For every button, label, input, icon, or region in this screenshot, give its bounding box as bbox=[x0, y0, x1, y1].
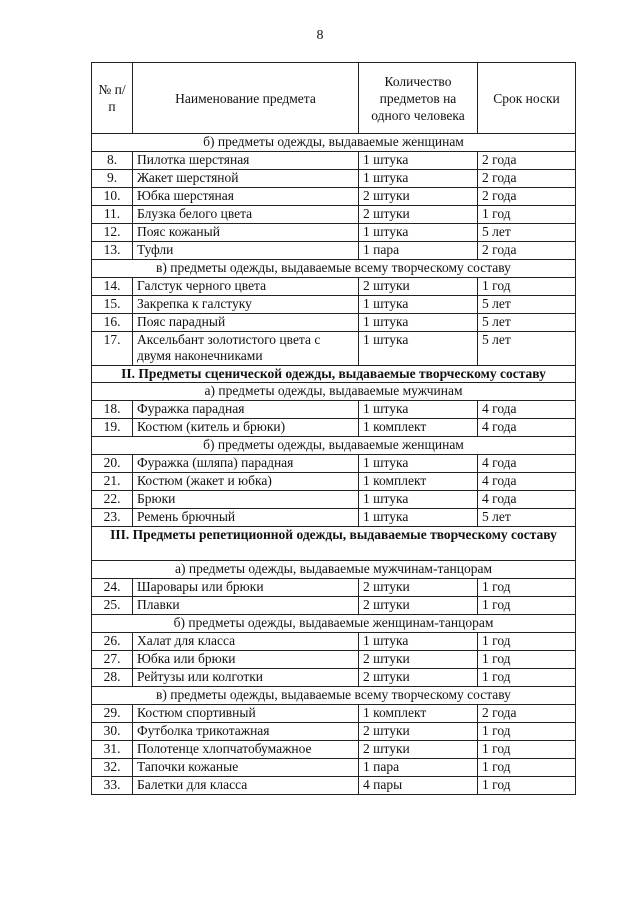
item-quantity: 1 комплект bbox=[359, 705, 478, 723]
table-row bbox=[92, 651, 576, 669]
item-wear-term: 1 год bbox=[478, 741, 576, 759]
item-number: 25. bbox=[92, 597, 133, 615]
item-name: Юбка или брюки bbox=[133, 651, 359, 669]
table-row bbox=[92, 206, 576, 224]
item-wear-term: 2 года bbox=[478, 242, 576, 260]
item-wear-term: 4 года bbox=[478, 473, 576, 491]
item-quantity: 1 штука bbox=[359, 633, 478, 651]
item-name: Балетки для класса bbox=[133, 777, 359, 795]
item-wear-term: 2 года bbox=[478, 705, 576, 723]
table-row bbox=[92, 705, 576, 723]
table-row bbox=[92, 188, 576, 206]
table-row bbox=[92, 401, 576, 419]
item-number: 10. bbox=[92, 188, 133, 206]
table-row bbox=[92, 473, 576, 491]
item-number: 16. bbox=[92, 314, 133, 332]
item-quantity: 2 штуки bbox=[359, 597, 478, 615]
item-wear-term: 5 лет bbox=[478, 332, 576, 366]
item-number: 27. bbox=[92, 651, 133, 669]
section-heading-row bbox=[92, 527, 576, 561]
item-number: 11. bbox=[92, 206, 133, 224]
item-name: Тапочки кожаные bbox=[133, 759, 359, 777]
item-name: Пояс кожаный bbox=[133, 224, 359, 242]
table-row bbox=[92, 759, 576, 777]
item-number: 33. bbox=[92, 777, 133, 795]
table-row bbox=[92, 170, 576, 188]
item-wear-term: 4 года bbox=[478, 455, 576, 473]
item-quantity: 2 штуки bbox=[359, 669, 478, 687]
table-header-row bbox=[92, 63, 576, 134]
table-row bbox=[92, 278, 576, 296]
item-wear-term: 4 года bbox=[478, 419, 576, 437]
item-name: Полотенце хлопчатобумажное bbox=[133, 741, 359, 759]
item-wear-term: 1 год bbox=[478, 278, 576, 296]
subsection-heading: в) предметы одежды, выдаваемые всему творческому составу bbox=[92, 687, 576, 705]
item-name: Пилотка шерстяная bbox=[133, 152, 359, 170]
item-number: 15. bbox=[92, 296, 133, 314]
item-number: 9. bbox=[92, 170, 133, 188]
subsection-heading-row bbox=[92, 615, 576, 633]
item-quantity: 1 штука bbox=[359, 332, 478, 366]
table-row bbox=[92, 491, 576, 509]
item-quantity: 1 штука bbox=[359, 314, 478, 332]
subsection-heading-row bbox=[92, 134, 576, 152]
subsection-heading-row bbox=[92, 437, 576, 455]
section-heading: III. Предметы репетиционной одежды, выдаваемые творческому составу bbox=[92, 527, 576, 561]
item-wear-term: 2 года bbox=[478, 152, 576, 170]
subsection-heading: а) предметы одежды, выдаваемые мужчинам-танцорам bbox=[92, 561, 576, 579]
item-name: Блузка белого цвета bbox=[133, 206, 359, 224]
item-wear-term: 4 года bbox=[478, 401, 576, 419]
item-number: 21. bbox=[92, 473, 133, 491]
subsection-heading-row bbox=[92, 383, 576, 401]
item-wear-term: 5 лет bbox=[478, 296, 576, 314]
item-name: Фуражка парадная bbox=[133, 401, 359, 419]
subsection-heading-row bbox=[92, 260, 576, 278]
item-quantity: 2 штуки bbox=[359, 206, 478, 224]
item-name: Фуражка (шляпа) парадная bbox=[133, 455, 359, 473]
item-quantity: 1 штука bbox=[359, 152, 478, 170]
subsection-heading-row bbox=[92, 687, 576, 705]
item-quantity: 1 штука bbox=[359, 455, 478, 473]
item-quantity: 2 штуки bbox=[359, 651, 478, 669]
column-header-term: Срок носки bbox=[478, 63, 576, 134]
item-name: Рейтузы или колготки bbox=[133, 669, 359, 687]
item-name: Костюм спортивный bbox=[133, 705, 359, 723]
item-name: Юбка шерстяная bbox=[133, 188, 359, 206]
table-body bbox=[92, 134, 576, 795]
item-name: Брюки bbox=[133, 491, 359, 509]
item-quantity: 4 пары bbox=[359, 777, 478, 795]
item-wear-term: 1 год bbox=[478, 633, 576, 651]
item-number: 17. bbox=[92, 332, 133, 366]
item-name: Шаровары или брюки bbox=[133, 579, 359, 597]
item-name: Костюм (жакет и юбка) bbox=[133, 473, 359, 491]
item-quantity: 2 штуки bbox=[359, 579, 478, 597]
table-row bbox=[92, 777, 576, 795]
item-number: 32. bbox=[92, 759, 133, 777]
table-row bbox=[92, 332, 576, 366]
item-wear-term: 1 год bbox=[478, 669, 576, 687]
item-number: 24. bbox=[92, 579, 133, 597]
item-name: Аксельбант золотистого цвета с двумя наконечниками bbox=[133, 332, 359, 366]
table-row bbox=[92, 419, 576, 437]
table-row bbox=[92, 224, 576, 242]
item-number: 26. bbox=[92, 633, 133, 651]
item-quantity: 1 пара bbox=[359, 759, 478, 777]
item-number: 22. bbox=[92, 491, 133, 509]
subsection-heading-row bbox=[92, 561, 576, 579]
item-quantity: 1 штука bbox=[359, 224, 478, 242]
item-quantity: 1 штука bbox=[359, 170, 478, 188]
table-row bbox=[92, 597, 576, 615]
item-number: 19. bbox=[92, 419, 133, 437]
table-row bbox=[92, 579, 576, 597]
subsection-heading: б) предметы одежды, выдаваемые женщинам bbox=[92, 437, 576, 455]
item-quantity: 1 штука bbox=[359, 296, 478, 314]
column-header-name: Наименование предмета bbox=[133, 63, 359, 134]
subsection-heading: в) предметы одежды, выдаваемые всему творческому составу bbox=[92, 260, 576, 278]
item-number: 18. bbox=[92, 401, 133, 419]
table-row bbox=[92, 296, 576, 314]
item-wear-term: 1 год bbox=[478, 777, 576, 795]
item-quantity: 1 комплект bbox=[359, 473, 478, 491]
item-quantity: 1 комплект bbox=[359, 419, 478, 437]
table-row bbox=[92, 633, 576, 651]
page-number: 8 bbox=[316, 28, 324, 43]
section-heading-row bbox=[92, 366, 576, 383]
item-quantity: 2 штуки bbox=[359, 188, 478, 206]
item-wear-term: 1 год bbox=[478, 723, 576, 741]
item-name: Галстук черного цвета bbox=[133, 278, 359, 296]
item-quantity: 1 штука bbox=[359, 401, 478, 419]
item-wear-term: 5 лет bbox=[478, 314, 576, 332]
item-name: Костюм (китель и брюки) bbox=[133, 419, 359, 437]
item-name: Жакет шерстяной bbox=[133, 170, 359, 188]
item-number: 23. bbox=[92, 509, 133, 527]
item-wear-term: 5 лет bbox=[478, 224, 576, 242]
item-wear-term: 1 год bbox=[478, 206, 576, 224]
column-header-num: № п/п bbox=[92, 63, 133, 134]
item-wear-term: 1 год bbox=[478, 759, 576, 777]
item-number: 14. bbox=[92, 278, 133, 296]
table-row bbox=[92, 741, 576, 759]
item-name: Пояс парадный bbox=[133, 314, 359, 332]
item-number: 29. bbox=[92, 705, 133, 723]
table-row bbox=[92, 455, 576, 473]
item-wear-term: 2 года bbox=[478, 170, 576, 188]
column-header-qty: Количество предметов на одного человека bbox=[359, 63, 478, 134]
item-quantity: 1 пара bbox=[359, 242, 478, 260]
table-row bbox=[92, 723, 576, 741]
item-number: 13. bbox=[92, 242, 133, 260]
section-heading: II. Предметы сценической одежды, выдаваемые творческому составу bbox=[92, 366, 576, 383]
item-name: Плавки bbox=[133, 597, 359, 615]
item-number: 28. bbox=[92, 669, 133, 687]
item-name: Закрепка к галстуку bbox=[133, 296, 359, 314]
item-wear-term: 2 года bbox=[478, 188, 576, 206]
item-name: Туфли bbox=[133, 242, 359, 260]
item-wear-term: 1 год bbox=[478, 579, 576, 597]
item-quantity: 2 штуки bbox=[359, 723, 478, 741]
subsection-heading: б) предметы одежды, выдаваемые женщинам bbox=[92, 134, 576, 152]
clothing-items-table bbox=[91, 62, 576, 795]
item-quantity: 2 штуки bbox=[359, 278, 478, 296]
subsection-heading: б) предметы одежды, выдаваемые женщинам-танцорам bbox=[92, 615, 576, 633]
item-wear-term: 4 года bbox=[478, 491, 576, 509]
item-number: 31. bbox=[92, 741, 133, 759]
item-number: 20. bbox=[92, 455, 133, 473]
table-row bbox=[92, 152, 576, 170]
item-wear-term: 1 год bbox=[478, 597, 576, 615]
table-row bbox=[92, 314, 576, 332]
table-row bbox=[92, 669, 576, 687]
table-row bbox=[92, 509, 576, 527]
item-quantity: 2 штуки bbox=[359, 741, 478, 759]
item-name: Ремень брючный bbox=[133, 509, 359, 527]
item-name: Халат для класса bbox=[133, 633, 359, 651]
item-wear-term: 1 год bbox=[478, 651, 576, 669]
item-quantity: 1 штука bbox=[359, 509, 478, 527]
item-number: 30. bbox=[92, 723, 133, 741]
item-wear-term: 5 лет bbox=[478, 509, 576, 527]
table-row bbox=[92, 242, 576, 260]
subsection-heading: а) предметы одежды, выдаваемые мужчинам bbox=[92, 383, 576, 401]
item-number: 12. bbox=[92, 224, 133, 242]
item-quantity: 1 штука bbox=[359, 491, 478, 509]
item-number: 8. bbox=[92, 152, 133, 170]
item-name: Футболка трикотажная bbox=[133, 723, 359, 741]
